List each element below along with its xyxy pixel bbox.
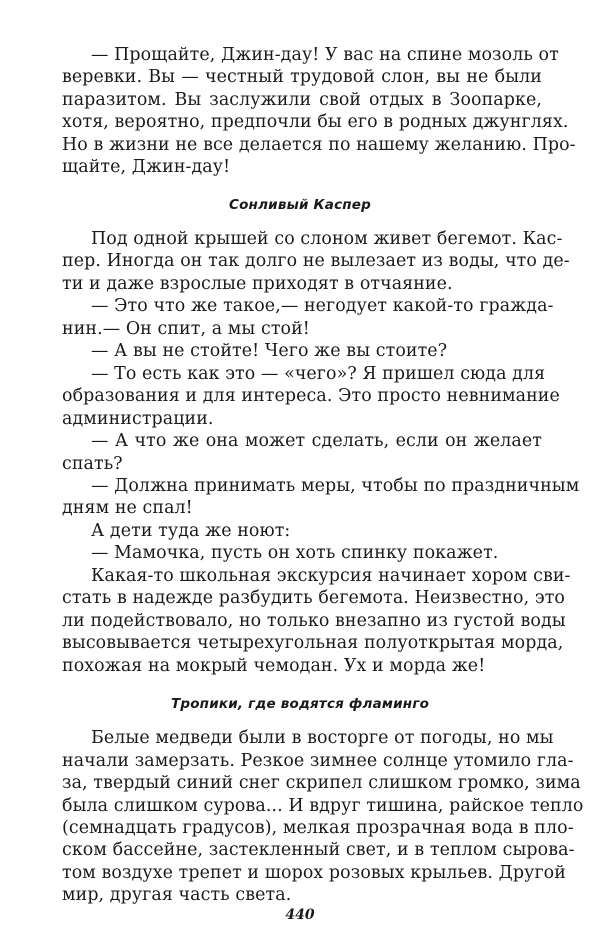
text-line: администрации. [62, 408, 214, 429]
section-heading: Сонливый Каспер [228, 196, 372, 213]
text-line: ском бассейне, застекленный свет, и в теплом сырова- [62, 840, 575, 861]
text-line: — А что же она может сделать, если он желает [91, 431, 542, 452]
text-line: — То есть как это — «чего»? Я пришел сюда для [91, 363, 546, 384]
text-line: веревки. Вы — честный трудовой слон, вы не были [62, 67, 542, 88]
text-line: (семнадцать градусов), мелкая прозрачная вода в пло- [62, 818, 574, 838]
text-line: Под одной крышей со слоном живет бегемот. Кас- [91, 228, 563, 249]
text-line: за, твердый синий снег скрипел слишком громко, зима [62, 773, 581, 794]
text-line: мир, другая часть света. [62, 885, 292, 906]
text-line: ти и даже взрослые приходят в отчаяние. [62, 273, 453, 294]
text-line: Белые медведи были в восторге от погоды, но мы [91, 728, 554, 749]
text-line: образования и для интереса. Это просто невнимание [62, 386, 560, 407]
text-line: стать в надежде разбудить бегемота. Неизвестно, это [62, 588, 565, 609]
text-line: — А вы не стойте! Чего же вы стоите? [91, 341, 448, 362]
text-line: была слишком сурова... И вдруг тишина, райское тепло [62, 795, 584, 816]
text-line: высовывается четырехугольная полуоткрытая морда, [62, 633, 564, 654]
text-line: Но в жизни не все делается по нашему желанию. Про- [62, 134, 576, 155]
text-line: ли подействовало, но только внезапно из густой воды [62, 610, 566, 631]
text-line: спать? [62, 453, 123, 474]
text-line: — Мамочка, пусть он хоть спинку покажет. [91, 543, 499, 564]
text-line: похожая на мокрый чемодан. Ух и морда же! [62, 655, 486, 676]
text-line: — Это что же такое,— негодует какой-то гражда- [91, 296, 554, 317]
text-line: хотя, вероятно, предпочли бы его в родных джунглях. [62, 112, 569, 133]
text-line: паразитом. Вы заслужили свой отдых в Зоопарке, [62, 89, 542, 110]
text-line: Какая-то школьная экскурсия начинает хором сви- [91, 565, 571, 586]
text-line: А дети туда же ноют: [91, 520, 291, 541]
text-line: щайте, Джин-дау! [62, 157, 231, 178]
text-line: нин.— Он спит, а мы стой! [62, 318, 310, 339]
text-line: пер. Иногда он так долго не вылезает из воды, что де- [62, 251, 570, 272]
text-line: том воздухе трепет и шорох розовых крыльев. Другой [62, 862, 566, 883]
text-line: — Прощайте, Джин-дау! У вас на спине мозоль от [91, 44, 559, 65]
text-line: начали замерзать. Резкое зимнее солнце утомило гла- [62, 750, 574, 771]
section-heading: Тропики, где водятся фламинго [170, 696, 430, 713]
text-line: дням не спал! [62, 498, 193, 519]
page-number: 440 [285, 907, 315, 924]
text-line: — Должна принимать меры, чтобы по праздничным [91, 475, 580, 496]
